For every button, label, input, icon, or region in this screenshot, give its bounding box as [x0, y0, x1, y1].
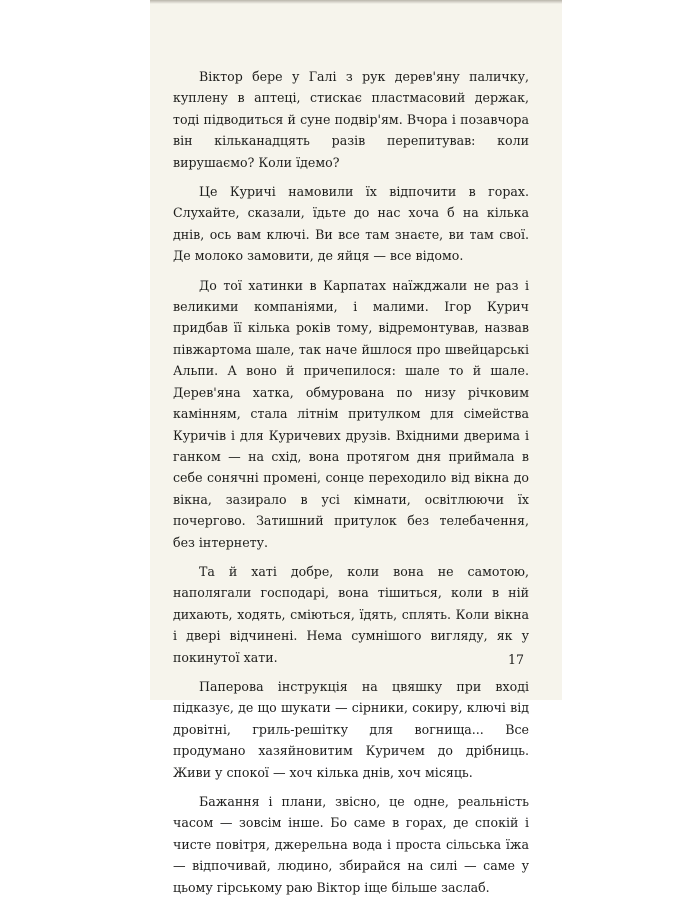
paragraph: Це Куричі намовили їх відпочити в горах. Слухайте, сказали, їдьте до нас хоча б на кілька днів, ось вам ключі. Ви все там знаєте, ви там свої. Де молоко замовити, де яйця — все відомо. — [173, 184, 529, 264]
book-page — [150, 0, 562, 895]
paragraph: Віктор бере у Галі з рук дерев'яну паличку, куплену в аптеці, стискає пластмасовий держак, тоді підводиться й суне подвір'ям. Вчора і позавчора він кільканадцять разів перепитував: коли вирушаємо? Коли їдемо? — [173, 69, 529, 170]
page-number: 17 — [507, 652, 524, 667]
paragraph: Та й хаті добре, коли вона не самотою, наполягали господарі, вона тішиться, коли в ній дихають, ходять, сміються, їдять, сплять. Коли вікна і двері відчинені. Нема сумнішого вигляду, як у покинутої хати. — [173, 563, 529, 665]
paragraph: Бажання і плани, звісно, це одне, реальність часом — зовсім інше. Бо саме в горах, де спокій і чисте повітря, джерельна вода і проста сільська їжа — відпочивай, людино, збирайся на силі — саме у цьому гірському раю Віктор іще більше заслаб. — [173, 794, 529, 895]
body-text — [173, 66, 529, 906]
paragraph: Паперова інструкція на цвяшку при вході підказує, де що шукати — сірники, сокиру, ключі від дровітні, гриль-решітку для вогнища... Все продумано хазяйновитим Куричем до дрібниць. Живи у спокої — хоч кілька днів, хоч місяць. — [173, 678, 529, 780]
paragraph: До тої хатинки в Карпатах наїжджали не раз і великими компаніями, і малими. Ігор Курич придбав її кілька років тому, відремонтував, назвав півжартома шале, так наче йшлося про швейцарські Альпи. А воно й причепилося: шале то й шале. Дерев'яна хатка, обмурована по низу річковим камінням, стала літнім притулком для сімейства Куричів і для Куричевих друзів. Вхідними дверима і ганком — на схід, вона протягом дня приймала в себе сонячні промені, сонце переходило від вікна до вікна, зазирало в усі кімнати, освітлюючи їх почергово. Затишний притулок без телебачення, без інтернету. — [173, 277, 529, 550]
